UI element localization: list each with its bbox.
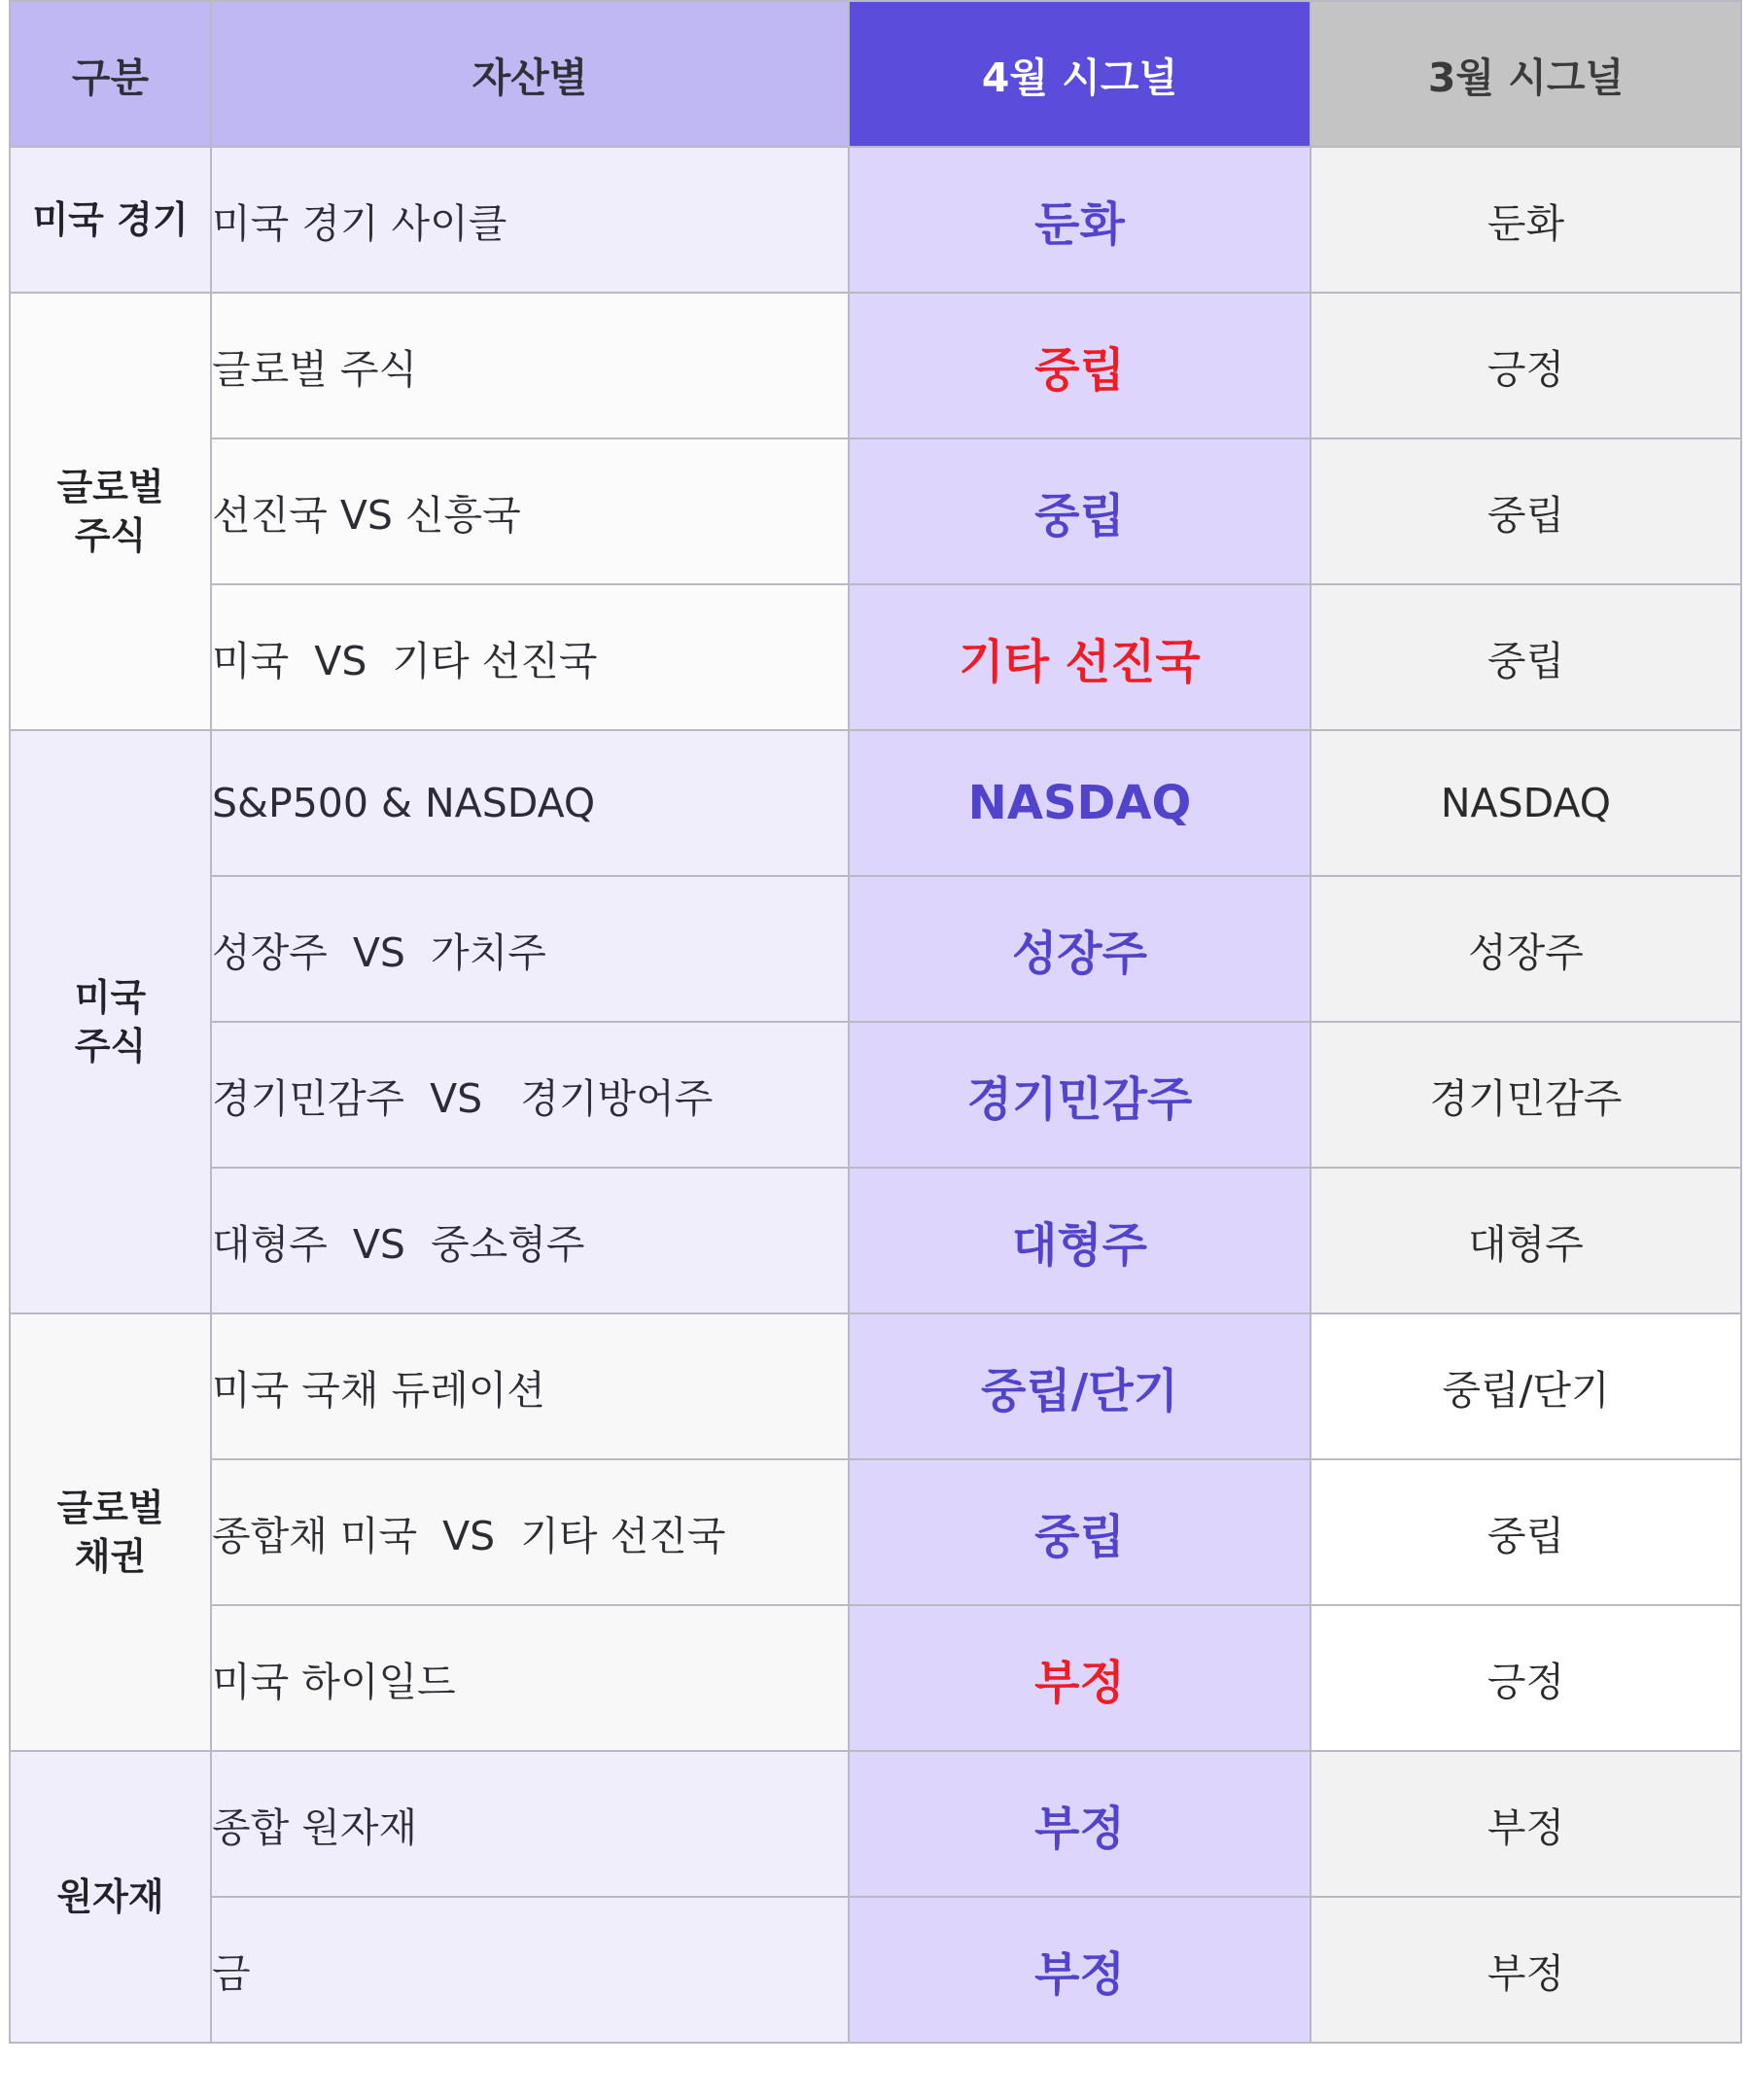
april-signal-cell: 기타 선진국 bbox=[849, 584, 1311, 730]
category-line: 글로벌 bbox=[56, 1487, 164, 1529]
table-row bbox=[10, 1897, 1741, 2043]
april-signal-cell: 중립 bbox=[849, 1459, 1311, 1605]
march-signal-cell: NASDAQ bbox=[1311, 730, 1741, 876]
march-signal-cell: 경기민감주 bbox=[1311, 1022, 1741, 1168]
table-row bbox=[10, 876, 1741, 1022]
category-line: 채권 bbox=[74, 1535, 147, 1578]
table-row bbox=[10, 1313, 1741, 1459]
header-asset: 자산별 bbox=[211, 1, 849, 147]
march-signal-cell: 둔화 bbox=[1311, 147, 1741, 293]
april-signal-cell: NASDAQ bbox=[849, 730, 1311, 876]
march-signal-cell: 성장주 bbox=[1311, 876, 1741, 1022]
asset-cell: 미국 하이일드 bbox=[211, 1605, 849, 1751]
march-signal-cell: 중립 bbox=[1311, 438, 1741, 584]
april-signal-cell: 경기민감주 bbox=[849, 1022, 1311, 1168]
category-line: 주식 bbox=[74, 1025, 147, 1068]
table-row bbox=[10, 438, 1741, 584]
march-signal-cell: 부정 bbox=[1311, 1897, 1741, 2043]
table-row bbox=[10, 1459, 1741, 1605]
march-signal-cell: 중립 bbox=[1311, 1459, 1741, 1605]
header-row bbox=[10, 1, 1741, 147]
header-april-signal: 4월 시그널 bbox=[849, 1, 1311, 147]
table-row bbox=[10, 1022, 1741, 1168]
category-cell bbox=[10, 293, 211, 730]
signal-table bbox=[9, 0, 1742, 2044]
march-signal-cell: 중립/단기 bbox=[1311, 1313, 1741, 1459]
asset-cell: 미국 VS 기타 선진국 bbox=[211, 584, 849, 730]
asset-cell: 미국 국채 듀레이션 bbox=[211, 1313, 849, 1459]
march-signal-cell: 긍정 bbox=[1311, 1605, 1741, 1751]
category-line: 미국 bbox=[74, 976, 147, 1019]
asset-cell: 종합 원자재 bbox=[211, 1751, 849, 1897]
april-signal-cell: 대형주 bbox=[849, 1168, 1311, 1313]
asset-cell: 글로벌 주식 bbox=[211, 293, 849, 438]
table-row bbox=[10, 1168, 1741, 1313]
asset-cell: S&P500 & NASDAQ bbox=[211, 730, 849, 876]
category-cell bbox=[10, 730, 211, 1313]
march-signal-cell: 부정 bbox=[1311, 1751, 1741, 1897]
asset-cell: 금 bbox=[211, 1897, 849, 2043]
asset-cell: 종합채 미국 VS 기타 선진국 bbox=[211, 1459, 849, 1605]
table-row bbox=[10, 1751, 1741, 1897]
table-row bbox=[10, 147, 1741, 293]
header-category: 구분 bbox=[10, 1, 211, 147]
april-signal-cell: 부정 bbox=[849, 1751, 1311, 1897]
april-signal-cell: 중립 bbox=[849, 293, 1311, 438]
asset-cell: 대형주 VS 중소형주 bbox=[211, 1168, 849, 1313]
april-signal-cell: 성장주 bbox=[849, 876, 1311, 1022]
march-signal-cell: 중립 bbox=[1311, 584, 1741, 730]
april-signal-cell: 중립/단기 bbox=[849, 1313, 1311, 1459]
asset-cell: 경기민감주 VS 경기방어주 bbox=[211, 1022, 849, 1168]
category-cell: 원자재 bbox=[10, 1751, 211, 2043]
asset-cell: 미국 경기 사이클 bbox=[211, 147, 849, 293]
table-row bbox=[10, 730, 1741, 876]
asset-cell: 선진국 VS 신흥국 bbox=[211, 438, 849, 584]
april-signal-cell: 부정 bbox=[849, 1605, 1311, 1751]
table-row bbox=[10, 293, 1741, 438]
category-line: 글로벌 bbox=[56, 466, 164, 508]
table-row bbox=[10, 1605, 1741, 1751]
category-line: 주식 bbox=[74, 514, 147, 557]
april-signal-cell: 둔화 bbox=[849, 147, 1311, 293]
april-signal-cell: 부정 bbox=[849, 1897, 1311, 2043]
march-signal-cell: 대형주 bbox=[1311, 1168, 1741, 1313]
header-march-signal: 3월 시그널 bbox=[1311, 1, 1741, 147]
march-signal-cell: 긍정 bbox=[1311, 293, 1741, 438]
category-cell bbox=[10, 1313, 211, 1751]
april-signal-cell: 중립 bbox=[849, 438, 1311, 584]
category-cell: 미국 경기 bbox=[10, 147, 211, 293]
asset-cell: 성장주 VS 가치주 bbox=[211, 876, 849, 1022]
table-row bbox=[10, 584, 1741, 730]
